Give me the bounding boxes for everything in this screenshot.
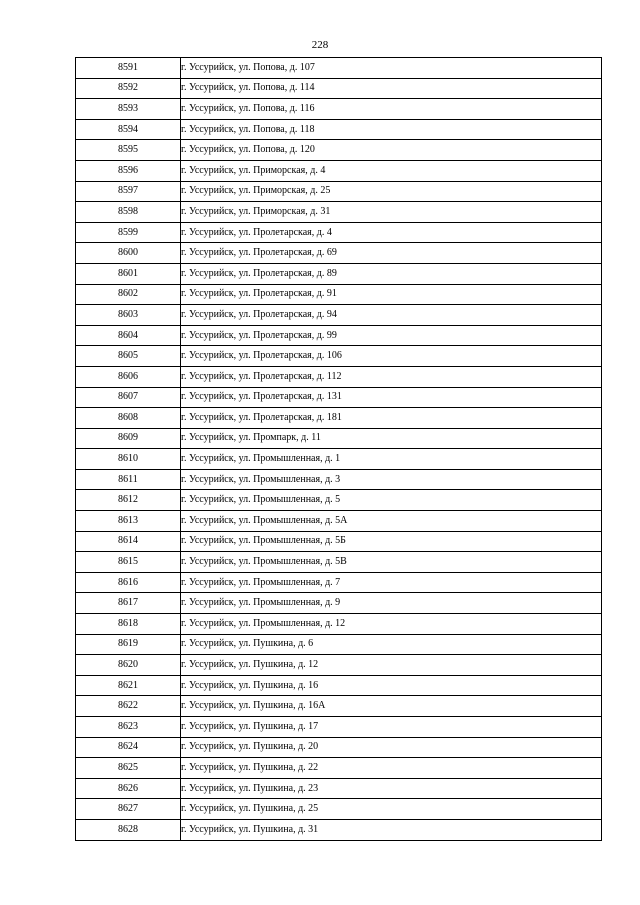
table-row [76,469,602,490]
row-number: 8599 [76,222,181,243]
table-row [76,819,602,840]
table-row [76,119,602,140]
row-number: 8593 [76,99,181,120]
row-number: 8594 [76,119,181,140]
row-address: г. Уссурийск, ул. Пролетарская, д. 89 [181,263,602,284]
row-address: г. Уссурийск, ул. Пушкина, д. 12 [181,655,602,676]
row-address: г. Уссурийск, ул. Пушкина, д. 16А [181,696,602,717]
address-table-body [76,58,602,841]
row-address: г. Уссурийск, ул. Пушкина, д. 22 [181,758,602,779]
table-row [76,675,602,696]
row-address: г. Уссурийск, ул. Пролетарская, д. 181 [181,408,602,429]
table-row [76,799,602,820]
table-row [76,428,602,449]
row-number: 8592 [76,78,181,99]
row-number: 8610 [76,449,181,470]
row-address: г. Уссурийск, ул. Попова, д. 114 [181,78,602,99]
row-number: 8597 [76,181,181,202]
table-row [76,614,602,635]
table-row [76,284,602,305]
row-number: 8598 [76,202,181,223]
row-number: 8591 [76,58,181,79]
row-number: 8601 [76,263,181,284]
table-row [76,263,602,284]
table-row [76,202,602,223]
row-number: 8621 [76,675,181,696]
row-address: г. Уссурийск, ул. Промышленная, д. 9 [181,593,602,614]
row-number: 8618 [76,614,181,635]
row-number: 8622 [76,696,181,717]
row-address: г. Уссурийск, ул. Попова, д. 116 [181,99,602,120]
row-number: 8623 [76,717,181,738]
row-address: г. Уссурийск, ул. Приморская, д. 4 [181,160,602,181]
row-number: 8605 [76,346,181,367]
row-address: г. Уссурийск, ул. Пушкина, д. 20 [181,737,602,758]
row-number: 8611 [76,469,181,490]
row-number: 8607 [76,387,181,408]
table-row [76,243,602,264]
table-row [76,140,602,161]
row-address: г. Уссурийск, ул. Промышленная, д. 12 [181,614,602,635]
row-number: 8619 [76,634,181,655]
row-number: 8609 [76,428,181,449]
row-number: 8612 [76,490,181,511]
row-address: г. Уссурийск, ул. Приморская, д. 31 [181,202,602,223]
table-row [76,305,602,326]
row-address: г. Уссурийск, ул. Промышленная, д. 5В [181,552,602,573]
table-row [76,490,602,511]
row-address: г. Уссурийск, ул. Промышленная, д. 5А [181,511,602,532]
table-row [76,737,602,758]
row-address: г. Уссурийск, ул. Промышленная, д. 1 [181,449,602,470]
row-address: г. Уссурийск, ул. Пушкина, д. 16 [181,675,602,696]
row-address: г. Уссурийск, ул. Промпарк, д. 11 [181,428,602,449]
row-number: 8617 [76,593,181,614]
row-address: г. Уссурийск, ул. Пролетарская, д. 106 [181,346,602,367]
table-row [76,408,602,429]
table-row [76,325,602,346]
row-address: г. Уссурийск, ул. Пушкина, д. 23 [181,778,602,799]
table-row [76,696,602,717]
row-address: г. Уссурийск, ул. Приморская, д. 25 [181,181,602,202]
row-number: 8595 [76,140,181,161]
table-row [76,717,602,738]
row-address: г. Уссурийск, ул. Промышленная, д. 5 [181,490,602,511]
row-number: 8600 [76,243,181,264]
row-number: 8620 [76,655,181,676]
table-row [76,655,602,676]
table-row [76,99,602,120]
row-number: 8626 [76,778,181,799]
row-address: г. Уссурийск, ул. Промышленная, д. 3 [181,469,602,490]
table-row [76,572,602,593]
row-address: г. Уссурийск, ул. Пролетарская, д. 69 [181,243,602,264]
table-row [76,511,602,532]
table-row [76,778,602,799]
table-row [76,58,602,79]
row-address: г. Уссурийск, ул. Пушкина, д. 31 [181,819,602,840]
row-address: г. Уссурийск, ул. Пушкина, д. 6 [181,634,602,655]
row-address: г. Уссурийск, ул. Пролетарская, д. 112 [181,366,602,387]
row-number: 8606 [76,366,181,387]
row-number: 8608 [76,408,181,429]
row-number: 8624 [76,737,181,758]
row-address: г. Уссурийск, ул. Промышленная, д. 5Б [181,531,602,552]
row-number: 8614 [76,531,181,552]
table-row [76,222,602,243]
row-address: г. Уссурийск, ул. Попова, д. 107 [181,58,602,79]
table-row [76,593,602,614]
row-address: г. Уссурийск, ул. Попова, д. 118 [181,119,602,140]
table-row [76,634,602,655]
row-number: 8628 [76,819,181,840]
row-address: г. Уссурийск, ул. Пролетарская, д. 91 [181,284,602,305]
table-row [76,346,602,367]
row-address: г. Уссурийск, ул. Промышленная, д. 7 [181,572,602,593]
address-table [75,57,602,841]
table-row [76,78,602,99]
row-address: г. Уссурийск, ул. Пролетарская, д. 131 [181,387,602,408]
table-row [76,552,602,573]
row-address: г. Уссурийск, ул. Попова, д. 120 [181,140,602,161]
table-row [76,449,602,470]
row-address: г. Уссурийск, ул. Пушкина, д. 17 [181,717,602,738]
table-row [76,758,602,779]
table-row [76,181,602,202]
row-number: 8627 [76,799,181,820]
table-row [76,531,602,552]
row-address: г. Уссурийск, ул. Пролетарская, д. 94 [181,305,602,326]
table-row [76,387,602,408]
row-address: г. Уссурийск, ул. Пролетарская, д. 4 [181,222,602,243]
row-number: 8625 [76,758,181,779]
row-number: 8603 [76,305,181,326]
row-address: г. Уссурийск, ул. Пушкина, д. 25 [181,799,602,820]
row-address: г. Уссурийск, ул. Пролетарская, д. 99 [181,325,602,346]
table-row [76,160,602,181]
row-number: 8616 [76,572,181,593]
row-number: 8615 [76,552,181,573]
row-number: 8613 [76,511,181,532]
row-number: 8602 [76,284,181,305]
row-number: 8604 [76,325,181,346]
row-number: 8596 [76,160,181,181]
page-number: 228 [311,39,329,51]
table-row [76,366,602,387]
